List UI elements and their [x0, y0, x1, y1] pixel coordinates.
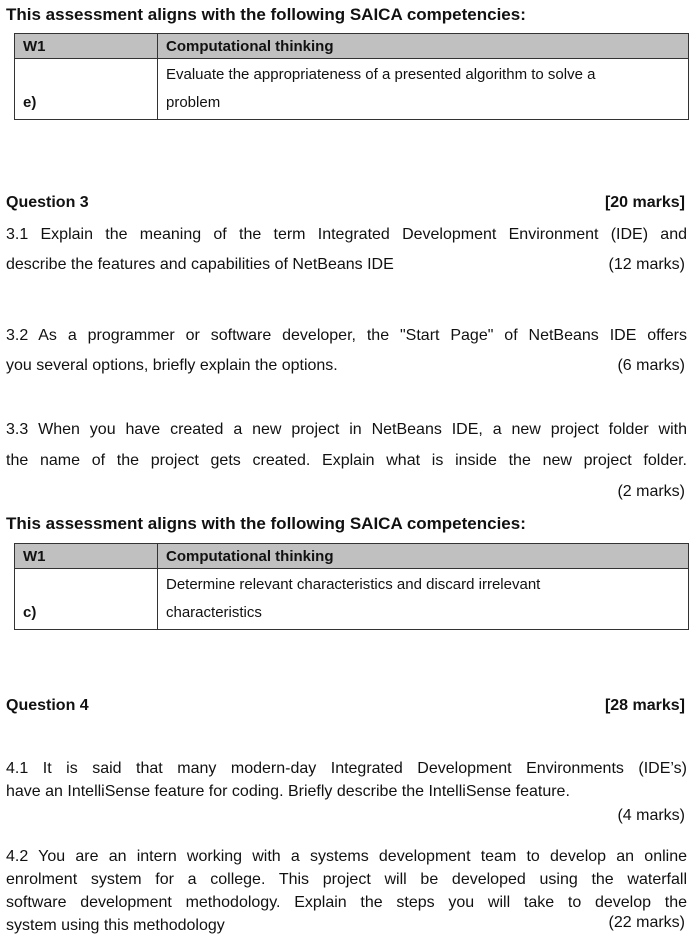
- question-line: system using this methodology: [6, 917, 225, 934]
- table-header-row: [15, 34, 689, 59]
- question-4-2-marks: (22 marks): [608, 914, 685, 931]
- question-3-3: [6, 414, 687, 476]
- question-4-1-marks: (4 marks): [617, 807, 685, 824]
- competency-heading-1: This assessment aligns with the following SAICA competencies:: [6, 5, 526, 24]
- table-header-w1: W1: [15, 544, 158, 569]
- table-header-competency: Computational thinking: [158, 544, 689, 569]
- table-row-label: c): [15, 569, 158, 630]
- question-line: 3.2 As a programmer or software developer, the "Start Page" of NetBeans IDE offers: [6, 327, 687, 344]
- question-4-2: [6, 845, 687, 937]
- question-line: enrolment system for a college. This project will be developed using the waterfall: [6, 871, 687, 888]
- table-header-competency: Computational thinking: [158, 34, 689, 59]
- question-line: 3.1 Explain the meaning of the term Integrated Development Environment (IDE) and: [6, 226, 687, 243]
- question-4-1: [6, 757, 687, 803]
- question-3-3-marks: (2 marks): [617, 483, 685, 500]
- question-3-2-marks: (6 marks): [617, 357, 685, 374]
- competency-table-2: [14, 543, 689, 630]
- question-line: you several options, briefly explain the options.: [6, 357, 338, 374]
- table-row-text-line: Determine relevant characteristics and discard irrelevant: [166, 576, 541, 593]
- question-3-2: [6, 320, 687, 351]
- table-row: [15, 59, 689, 120]
- question-3-title: Question 3: [6, 194, 89, 211]
- table-header-row: [15, 544, 689, 569]
- question-line: software development methodology. Explain the steps you will take to develop the: [6, 894, 687, 911]
- table-row-text-line: problem: [166, 94, 221, 111]
- question-3-1: [6, 219, 687, 250]
- question-line: 3.3 When you have created a new project in NetBeans IDE, a new project folder with: [6, 421, 687, 438]
- question-line: describe the features and capabilities of NetBeans IDE: [6, 256, 394, 273]
- question-line: the name of the project gets created. Explain what is inside the new project folder.: [6, 452, 687, 469]
- table-row-description: [158, 569, 689, 630]
- table-row: [15, 569, 689, 630]
- question-4-title: Question 4: [6, 697, 89, 714]
- table-row-label: e): [15, 59, 158, 120]
- table-row-description: [158, 59, 689, 120]
- table-row-text-line: characteristics: [166, 604, 262, 621]
- table-row-text-line: Evaluate the appropriateness of a presented algorithm to solve a: [166, 66, 596, 83]
- question-line: have an IntelliSense feature for coding. Briefly describe the IntelliSense feature.: [6, 783, 570, 800]
- question-3-marks: [20 marks]: [604, 194, 685, 211]
- question-line: 4.1 It is said that many modern-day Integrated Development Environments (IDE’s): [6, 760, 687, 777]
- table-header-w1: W1: [15, 34, 158, 59]
- question-line: 4.2 You are an intern working with a systems development team to develop an online: [6, 848, 687, 865]
- question-3-1-marks: (12 marks): [608, 256, 685, 273]
- competency-table-1: [14, 33, 689, 120]
- question-4-marks: [28 marks]: [604, 697, 685, 714]
- competency-heading-2: This assessment aligns with the following SAICA competencies:: [6, 514, 526, 533]
